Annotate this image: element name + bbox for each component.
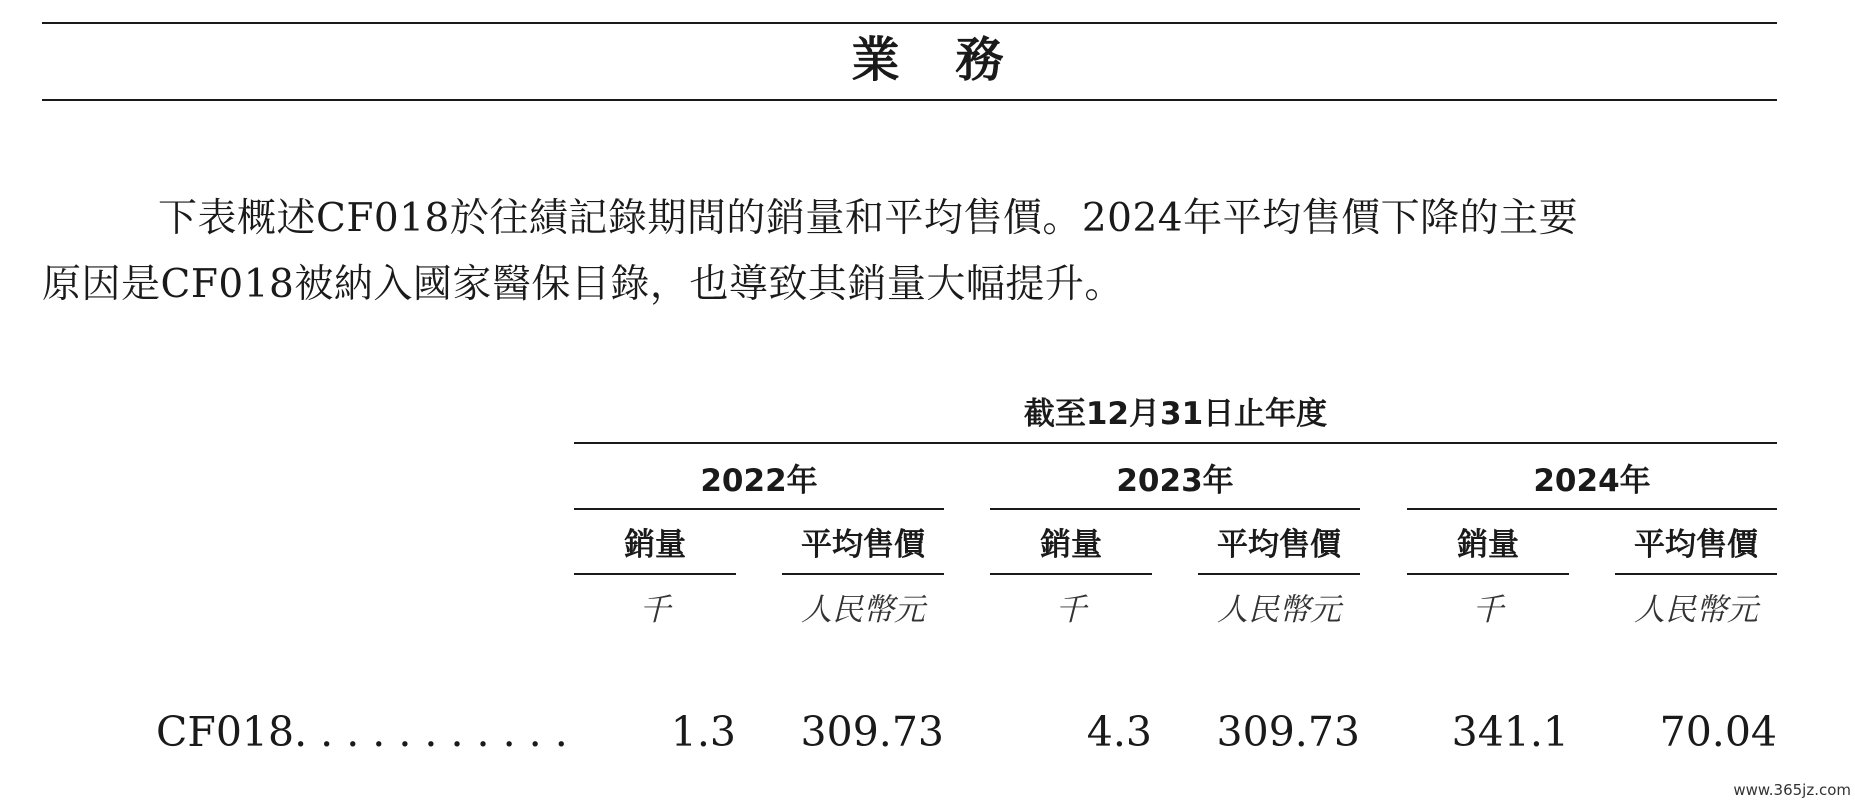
paragraph-line-1: 下表概述CF018於往績記錄期間的銷量和平均售價。2024年平均售價下降的主要 xyxy=(158,196,1579,241)
col-price-2023: 平均售價 xyxy=(1217,527,1341,563)
header-top-rule xyxy=(42,22,1777,24)
row-label: CF018. . . . . . . . . . . xyxy=(156,708,568,756)
col-volume-2023: 銷量 xyxy=(1040,527,1102,563)
col-price-2024: 平均售價 xyxy=(1634,527,1758,563)
value-price-2022: 309.73 xyxy=(800,708,944,756)
unit-price-2022: 人民幣元 xyxy=(801,592,925,628)
col-price-rule-2024 xyxy=(1615,573,1777,575)
unit-volume-2022: 千 xyxy=(639,592,671,628)
year-header-2023: 2023年 xyxy=(1116,463,1234,499)
paragraph-line-2: 原因是CF018被納入國家醫保目錄，也導致其銷量大幅提升。 xyxy=(42,262,1124,307)
col-volume-rule-2024 xyxy=(1407,573,1569,575)
year-rule-2024 xyxy=(1407,508,1777,510)
header-bottom-rule xyxy=(42,99,1777,101)
year-header-2022: 2022年 xyxy=(700,463,818,499)
watermark: www.365jz.com xyxy=(1733,781,1851,799)
col-price-2022: 平均售價 xyxy=(801,527,925,563)
unit-volume-2024: 千 xyxy=(1472,592,1504,628)
unit-price-2024: 人民幣元 xyxy=(1634,592,1758,628)
col-volume-rule-2022 xyxy=(574,573,736,575)
unit-volume-2023: 千 xyxy=(1055,592,1087,628)
year-rule-2022 xyxy=(574,508,944,510)
col-volume-2024: 銷量 xyxy=(1457,527,1519,563)
value-price-2024: 70.04 xyxy=(1659,708,1777,756)
value-volume-2024: 341.1 xyxy=(1451,708,1569,756)
col-price-rule-2022 xyxy=(782,573,944,575)
value-volume-2023: 4.3 xyxy=(1086,708,1152,756)
period-header-rule xyxy=(574,442,1777,444)
col-volume-2022: 銷量 xyxy=(624,527,686,563)
col-volume-rule-2023 xyxy=(990,573,1152,575)
page-title: 業務 xyxy=(851,32,1060,88)
value-price-2023: 309.73 xyxy=(1216,708,1360,756)
year-rule-2023 xyxy=(990,508,1360,510)
year-header-2024: 2024年 xyxy=(1533,463,1651,499)
period-header: 截至12月31日止年度 xyxy=(1023,396,1328,432)
unit-price-2023: 人民幣元 xyxy=(1217,592,1341,628)
value-volume-2022: 1.3 xyxy=(670,708,736,756)
col-price-rule-2023 xyxy=(1198,573,1360,575)
